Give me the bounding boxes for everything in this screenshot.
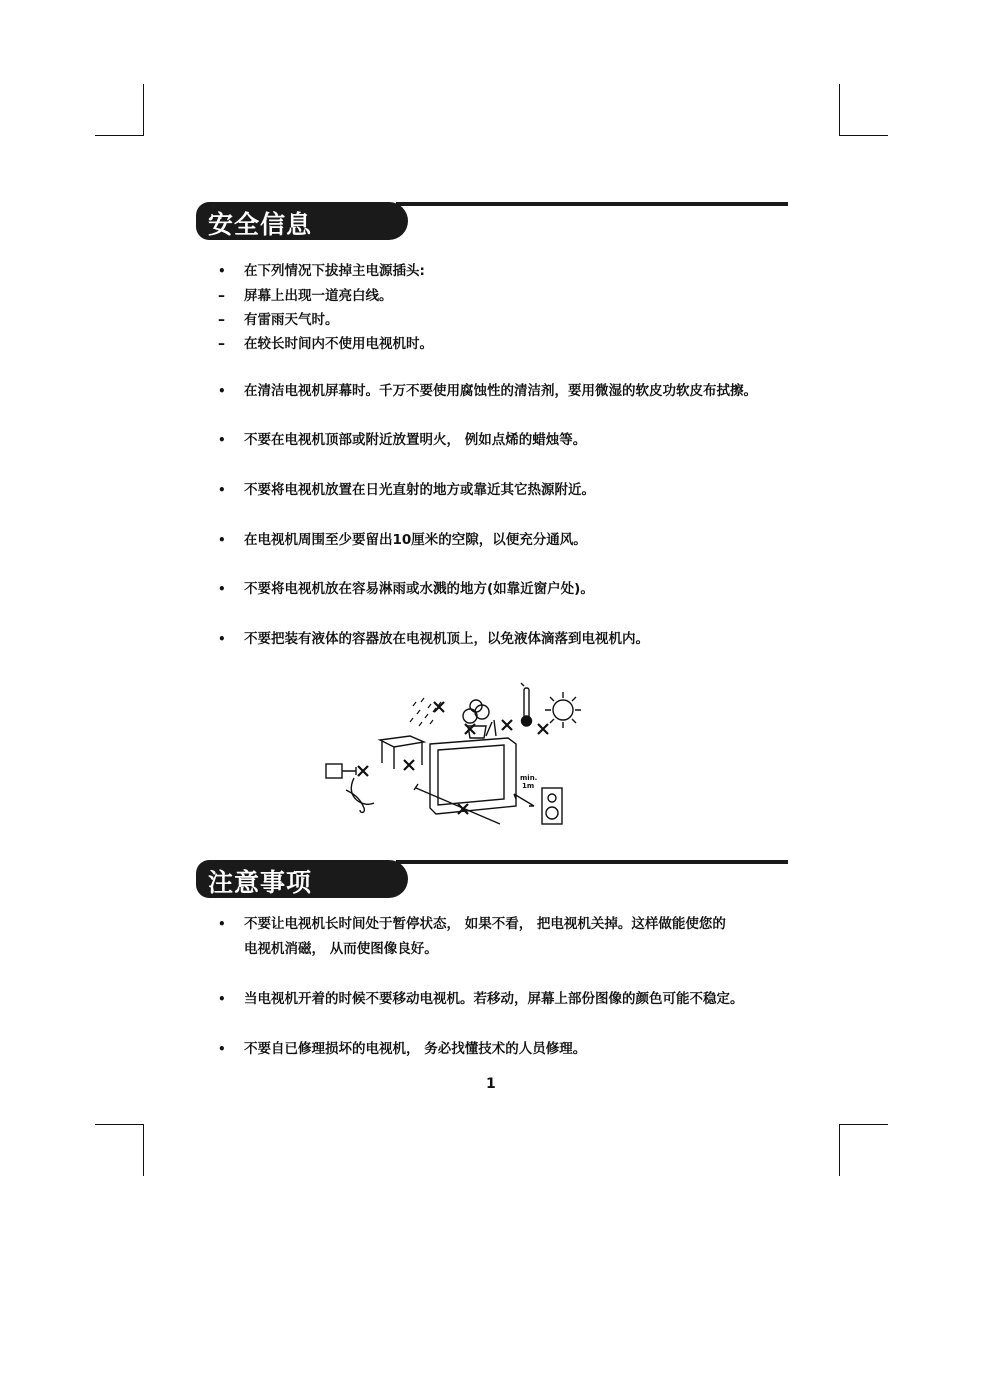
- dash: [218, 311, 244, 329]
- cross-icon: [434, 702, 444, 712]
- notes-item: •不要自已修理损坏的电视机， 务必找懂技术的人员修理。: [218, 1040, 586, 1058]
- stool-icon: [380, 736, 424, 769]
- floor-line: [414, 784, 500, 824]
- bullet: [218, 531, 244, 549]
- unplug-case: –在较长时间内不使用电视机时。: [218, 335, 433, 353]
- thermometer-icon: [521, 683, 532, 726]
- cross-icon: [502, 720, 512, 730]
- dash: [218, 335, 244, 353]
- rain-icon: [410, 698, 441, 726]
- crop-mark: [839, 84, 840, 136]
- safety-illustration: [318, 678, 588, 828]
- safety-item: •不要把装有液体的容器放在电视机顶上，以免液体滴落到电视机内。: [218, 630, 649, 648]
- notes-item: •不要让电视机长时间处于暂停状态， 如果不看， 把电视机关掉。这样做能使您的: [218, 915, 726, 933]
- crop-mark: [840, 1124, 888, 1125]
- dash: [218, 287, 244, 305]
- section-rule: [396, 202, 788, 206]
- bullet: [218, 481, 244, 499]
- crop-mark: [143, 84, 144, 136]
- cross-icon: [358, 766, 368, 776]
- min-label-2: 1m: [522, 782, 535, 790]
- crop-mark: [143, 1124, 144, 1176]
- crop-mark: [95, 1124, 143, 1125]
- bullet: [218, 990, 244, 1008]
- crop-mark: [840, 135, 888, 136]
- notes-item-continuation: 电视机消磁， 从而使图像良好。: [244, 941, 438, 957]
- sun-icon: [545, 692, 581, 728]
- cable-icon: [346, 790, 364, 812]
- notes-title: 注意事项: [208, 868, 313, 897]
- section-rule: [396, 860, 788, 864]
- speaker-icon: [542, 788, 562, 824]
- bullet: [218, 382, 244, 400]
- bullet: [218, 630, 244, 648]
- unplug-case: –屏幕上出现一道亮白线。: [218, 287, 393, 305]
- notes-section-header: [196, 860, 788, 900]
- safety-item: •在清洁电视机屏幕时。千万不要使用腐蚀性的清洁剂，要用微湿的软皮功软皮布拭擦。: [218, 382, 757, 400]
- cross-icon: [404, 760, 414, 770]
- socket-icon: [326, 764, 374, 804]
- crop-mark: [95, 135, 143, 136]
- safety-item: •在电视机周围至少要留出10厘米的空隙，以便充分通风。: [218, 531, 587, 549]
- safety-title: 安全信息: [208, 210, 313, 239]
- bullet: [218, 580, 244, 598]
- notes-title-pill: [196, 860, 408, 898]
- min-label-1: min.: [520, 774, 538, 782]
- notes-item: •当电视机开着的时候不要移动电视机。若移动，屏幕上部份图像的颜色可能不稳定。: [218, 990, 744, 1008]
- cross-icon: [538, 724, 548, 734]
- page-number: 1: [486, 1076, 496, 1092]
- bullet: [218, 1040, 244, 1058]
- safety-item: •不要将电视机放置在日光直射的地方或靠近其它热源附近。: [218, 481, 595, 499]
- bullet: [218, 262, 244, 280]
- safety-item: •不要将电视机放在容易淋雨或水溅的地方(如靠近窗户处)。: [218, 580, 594, 598]
- crop-mark: [839, 1124, 840, 1176]
- arrow-icon: [514, 794, 534, 806]
- bullet: [218, 915, 244, 933]
- unplug-intro: •在下列情况下拔掉主电源插头:: [218, 262, 425, 280]
- unplug-case: –有雷雨天气时。: [218, 311, 339, 329]
- safety-title-pill: [196, 202, 408, 240]
- safety-section-header: [196, 202, 788, 242]
- safety-item: •不要在电视机顶部或附近放置明火， 例如点烯的蜡烛等。: [218, 431, 586, 449]
- bullet: [218, 431, 244, 449]
